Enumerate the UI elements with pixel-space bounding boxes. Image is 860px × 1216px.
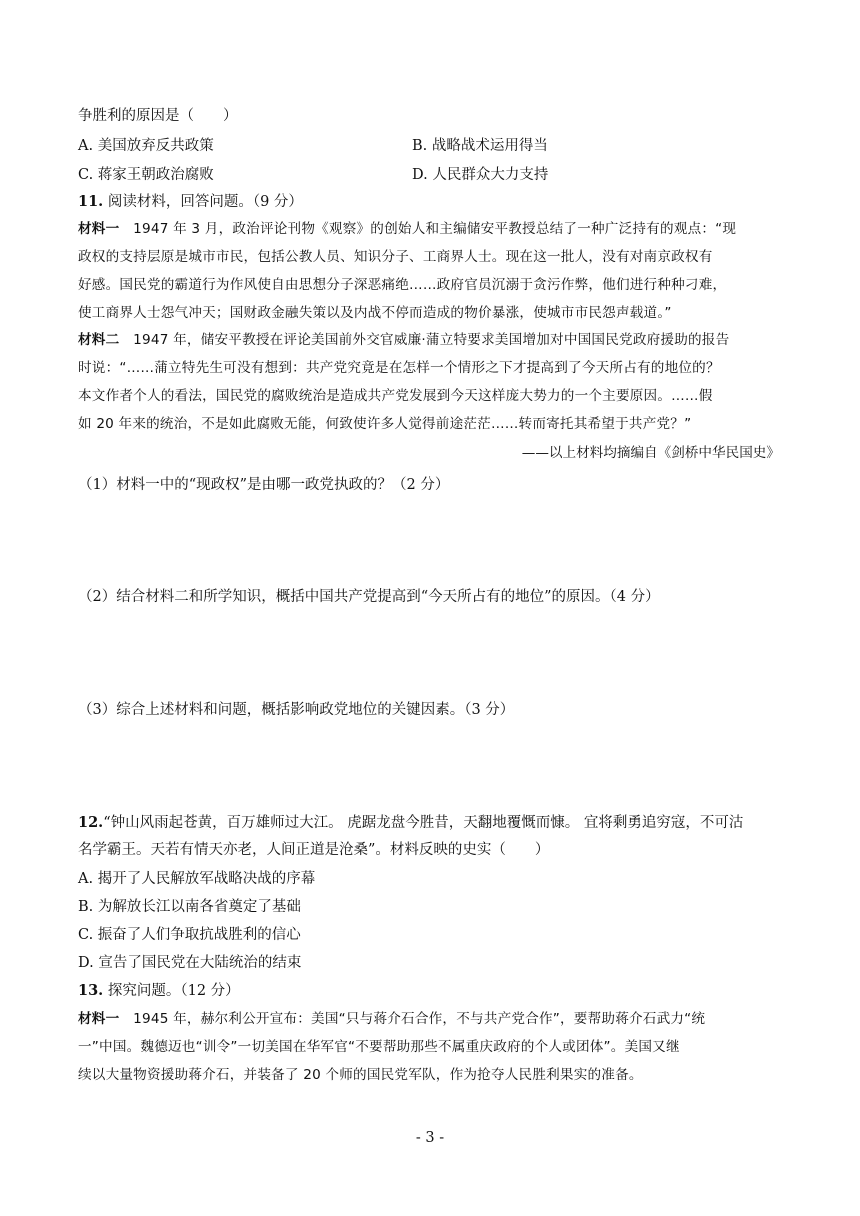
q13-material1-text-1: 1945 年，赫尔利公开宣布：美国“只与蒋介石合作，不与共产党合作”，要帮助蒋介石武力“统 <box>119 1011 706 1027</box>
q10-option-b: B. 战略战术运用得当 <box>412 138 548 154</box>
q11-title: 阅读材料，回答问题。（9 分） <box>103 194 303 210</box>
q11-heading <box>78 192 303 212</box>
q11-material2-line4: 如 20 年来的统治，不是如此腐败无能，何致使许多人觉得前途茫茫……转而寄托其希望于共产党？” <box>78 416 692 432</box>
q12-option-c: C. 振奋了人们争取抗战胜利的信心 <box>78 927 301 943</box>
q10-stem-end: 争胜利的原因是（ ） <box>78 108 238 124</box>
q12-number: 12. <box>78 814 104 831</box>
q12-stem-line1 <box>78 813 743 833</box>
q12-stem-text-1: “钟山风雨起苍黄，百万雄师过大江。 虎踞龙盘今胜昔，天翻地覆慨而慷。 宜将剩勇追穷寇，不可沽 <box>103 815 744 831</box>
q13-number: 13. <box>78 982 104 999</box>
q11-material2-label: 材料二 <box>78 332 120 348</box>
q12-option-b: B. 为解放长江以南各省奠定了基础 <box>78 899 301 915</box>
q11-material2-line3: 本文作者个人的看法，国民党的腐败统治是造成共产党发展到今天这样庞大势力的一个主要原因。……假 <box>78 388 713 404</box>
q13-material1-label: 材料一 <box>78 1011 120 1027</box>
page-number: - 3 - <box>415 1130 445 1146</box>
q11-subquestion-2: （2）结合材料二和所学知识，概括中国共产党提高到“今天所占有的地位”的原因。（4 分） <box>78 589 660 605</box>
q12-stem-line2: 名学霸王。天若有情天亦老，人间正道是沧桑”。材料反映的史实（ ） <box>78 842 550 858</box>
q11-material1-line2: 政权的支持层原是城市市民，包括公教人员、知识分子、工商界人士。现在这一批人，没有对南京政权有 <box>78 249 713 265</box>
q13-title: 探究问题。（12 分） <box>103 983 240 999</box>
q11-source: ——以上材料均摘编自《剑桥中华民国史》 <box>521 445 780 461</box>
q13-material1-line3: 续以大量物资援助蒋介石，并装备了 20 个师的国民党军队，作为抢夺人民胜利果实的准备。 <box>78 1067 643 1083</box>
q11-number: 11. <box>78 193 104 210</box>
q11-material1-text-1: 1947 年 3 月，政治评论刊物《观察》的创始人和主编储安平教授总结了一种广泛持有的观点：“现 <box>119 221 737 237</box>
q13-heading <box>78 981 240 1001</box>
q13-material1-line1 <box>78 1009 705 1029</box>
q11-material2-line1 <box>78 330 729 350</box>
q11-material1-line4: 使工商界人士怨气冲天；国财政金融失策以及内战不停而造成的物价暴涨，使城市市民怨声载道。” <box>78 305 672 321</box>
q11-material2-text-1: 1947 年，储安平教授在评论美国前外交官威廉·蒲立特要求美国增加对中国国民党政府援助的报告 <box>119 332 730 348</box>
q10-option-d: D. 人民群众大力支持 <box>412 167 549 183</box>
q11-material1-line3: 好感。国民党的霸道行为作风使自由思想分子深恶痛绝……政府官员沉溺于贪污作弊，他们进行种种刁难， <box>78 277 727 293</box>
q11-subquestion-3: （3）综合上述材料和问题，概括影响政党地位的关键因素。（3 分） <box>78 702 515 718</box>
q10-option-a: A. 美国放弃反共政策 <box>78 138 214 154</box>
q11-material2-line2: 时说：“……蒲立特先生可没有想到：共产党究竟是在怎样一个情形之下才提高到了今天所占有的地位的？ <box>78 360 720 376</box>
q11-material1-line1 <box>78 219 736 239</box>
q12-option-a: A. 揭开了人民解放军战略决战的序幕 <box>78 871 316 887</box>
q10-option-c: C. 蒋家王朝政治腐败 <box>78 167 214 183</box>
q11-material1-label: 材料一 <box>78 221 120 237</box>
q11-subquestion-1: （1）材料一中的“现政权”是由哪一政党执政的？（2 分） <box>78 477 450 493</box>
q12-option-d: D. 宣告了国民党在大陆统治的结束 <box>78 955 302 971</box>
q13-material1-line2: 一”中国。魏德迈也“训令”一切美国在华军官“不要帮助那些不属重庆政府的个人或团体”。美国又继 <box>78 1039 680 1055</box>
